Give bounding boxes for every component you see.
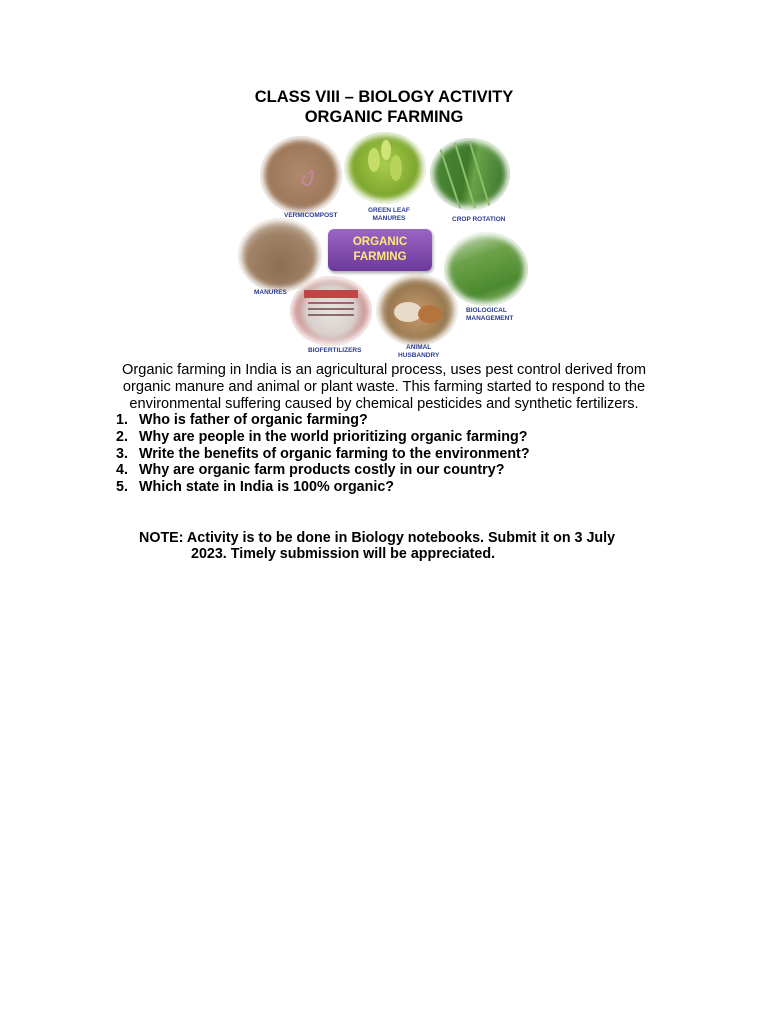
question-item: 2. Why are people in the world prioritizing organic farming? — [116, 428, 528, 445]
green-leaf-image — [344, 132, 426, 204]
label-animal-husbandry: ANIMAL HUSBANDRY — [398, 344, 440, 359]
label-biological-management: BIOLOGICAL MANAGEMENT — [466, 307, 514, 322]
submission-note: NOTE: Activity is to be done in Biology notebooks. Submit it on 3 July — [139, 530, 616, 546]
paragraph-line: organic manure and animal or plant waste. This farming started to respond to the — [122, 379, 646, 395]
label-biofertilizers: BIOFERTILIZERS — [308, 347, 362, 354]
paragraph-line: Organic farming in India is an agricultural process, uses pest control derived from — [122, 362, 646, 378]
question-item: 1. Who is father of organic farming? — [116, 412, 368, 428]
submission-note-continued: 2023. Timely submission will be appreciated. — [191, 546, 496, 562]
page-subtitle: ORGANIC FARMING — [304, 108, 464, 126]
animal-husbandry-image — [376, 274, 458, 346]
question-list — [116, 412, 530, 496]
paragraph-line: environmental suffering caused by chemical pesticides and synthetic fertilizers. — [129, 396, 639, 412]
organic-farming-diagram — [232, 132, 536, 364]
biofertilizers-image — [290, 276, 372, 346]
question-item: 5. Which state in India is 100% organic? — [116, 479, 395, 496]
label-crop-rotation: CROP ROTATION — [452, 216, 506, 223]
question-item: 4. Why are organic farm products costly in our country? — [116, 462, 505, 479]
intro-paragraph — [104, 362, 664, 413]
page-title: CLASS VIII – BIOLOGY ACTIVITY — [254, 88, 514, 106]
vermicompost-image — [260, 136, 342, 214]
worm-icon — [260, 136, 342, 214]
label-manures: MANURES — [254, 289, 287, 296]
crop-rotation-image — [430, 138, 510, 210]
biological-management-image — [444, 232, 528, 306]
label-vermicompost: VERMICOMPOST — [284, 212, 338, 219]
label-green-leaf: GREEN LEAF MANURES — [368, 207, 410, 222]
question-item: 3. Write the benefits of organic farming to the environment? — [116, 445, 530, 462]
organic-farming-label-box: ORGANIC FARMING — [328, 229, 432, 271]
